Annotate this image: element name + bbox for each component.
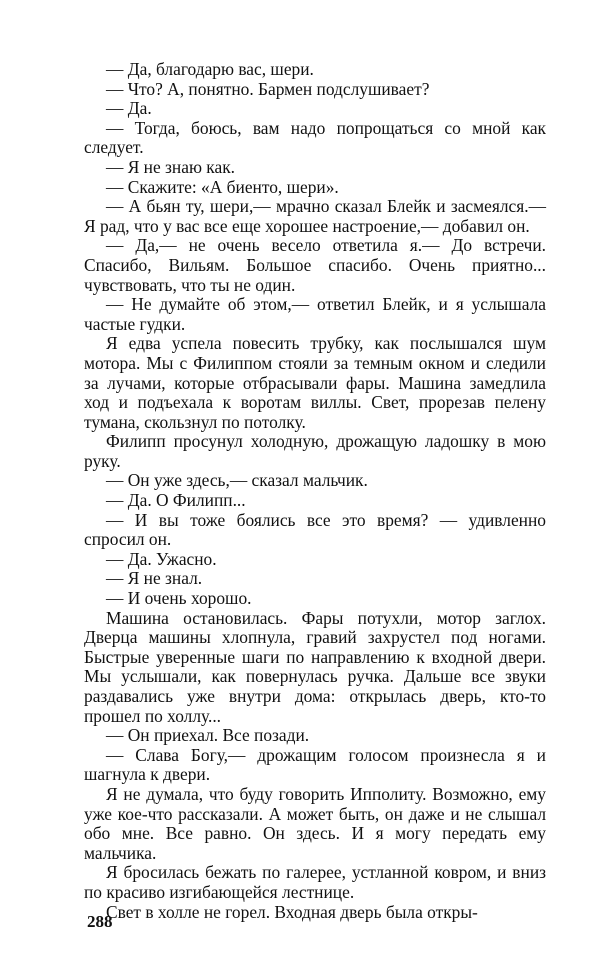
paragraph: — Что? А, понятно. Бармен подслушивает?: [106, 78, 430, 99]
paragraph: — Да, благодарю вас, шери.: [106, 59, 314, 79]
paragraph: Свет в холле не горел. Входная дверь была откры-: [106, 901, 478, 922]
paragraph: — Тогда, боюсь, вам надо попрощаться со мной как следует.: [84, 117, 546, 158]
paragraph: Я едва успела повесить трубку, как послышался шум мотора. Мы с Филиппом стояли за темным окном и следили за лучами, которые отбрасывали фары. Машина замедлила ход и подъехала к воротам виллы. Свет, прорезав пелену тумана, скользнул по потолку.: [84, 333, 546, 432]
paragraph: Я не думала, что буду говорить Ипполиту. Возможно, ему уже кое-что рассказали. А может быть, он даже и не слышал обо мне. Все равно. Он здесь. И я могу передать ему мальчика.: [84, 783, 546, 863]
paragraph: — Не думайте об этом,— ответил Блейк, и я услышала частые гудки.: [84, 294, 546, 334]
paragraph: — Он приехал. Все позади.: [106, 725, 310, 746]
page-number: 288: [87, 912, 113, 931]
body-text: [84, 60, 546, 922]
paragraph: — А бьян ту, шери,— мрачно сказал Блейк и засмеялся.— Я рад, что у вас все еще хорошее настроение,— добавил он.: [84, 196, 546, 236]
paragraph: Я бросилась бежать по галерее, устланной ковром, и вниз по красиво изгибающейся лестнице.: [84, 862, 546, 902]
paragraph: — Я не знаю как.: [106, 156, 235, 177]
paragraph: — Да.: [106, 98, 152, 119]
paragraph: — Да. О Филипп...: [106, 490, 246, 511]
paragraph: — Я не знал.: [106, 568, 203, 589]
paragraph: — Слава Богу,— дрожащим голосом произнесла я и шагнула к двери.: [84, 744, 546, 785]
paragraph: Филипп просунул холодную, дрожащую ладошку в мою руку.: [84, 431, 546, 471]
paragraph: — Да. Ужасно.: [106, 548, 217, 569]
paragraph: — И вы тоже боялись все это время? — удивленно спросил он.: [84, 509, 546, 550]
paragraph: — И очень хорошо.: [106, 588, 252, 609]
paragraph: — Скажите: «А биенто, шери».: [106, 176, 339, 197]
paragraph: Машина остановилась. Фары потухли, мотор заглох. Дверца машины хлопнула, гравий захрустел под ногами. Быстрые уверенные шаги по направлению к входной двери. Мы услышали, как повернулась ручка. Дальше все звуки раздавались уже внутри дома: открылась дверь, кто-то прошел по холлу...: [84, 607, 546, 726]
paragraph: — Он уже здесь,— сказал мальчик.: [106, 470, 368, 491]
paragraph: — Да,— не очень весело ответила я.— До встречи. Спасибо, Вильям. Большое спасибо. Очень приятно... чувствовать, что ты не один.: [84, 235, 546, 295]
